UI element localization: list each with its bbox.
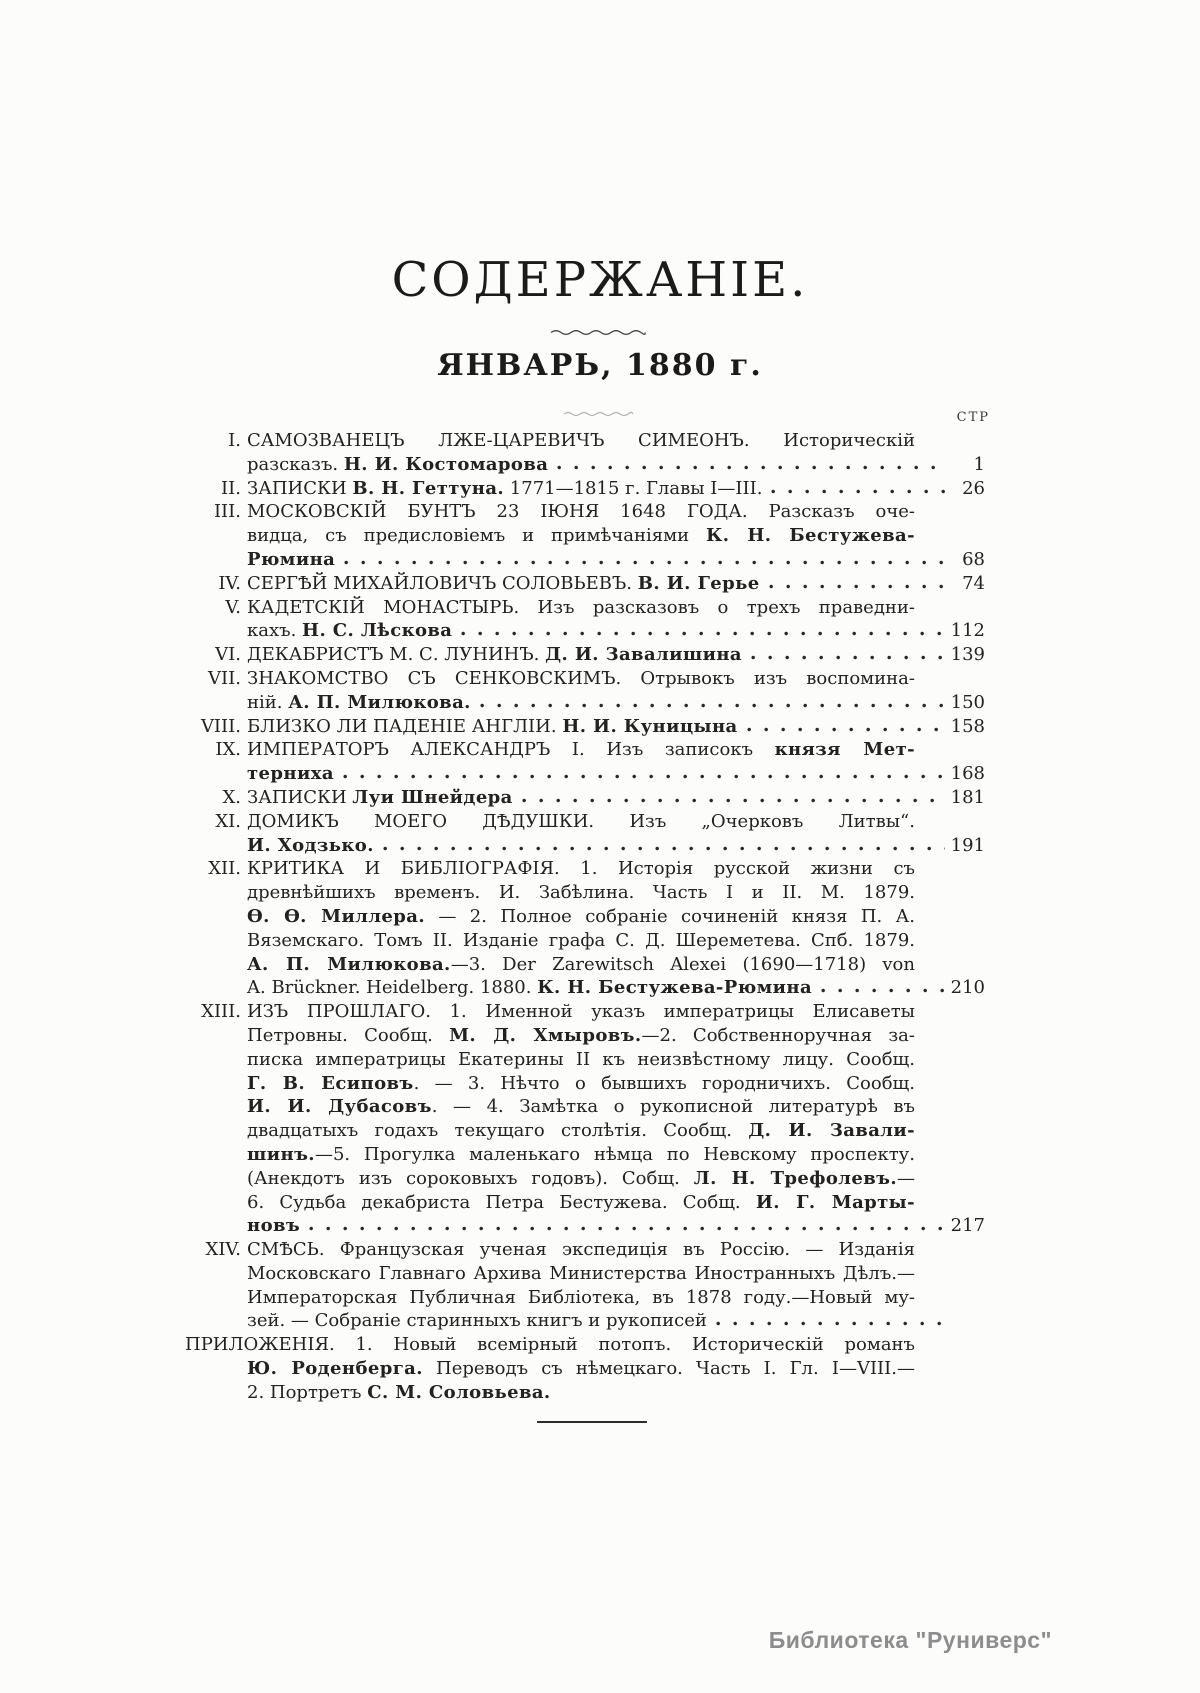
toc-entry-numeral: V.	[225, 596, 241, 618]
page-number: 158	[950, 715, 985, 737]
author-name: Рюмина	[247, 548, 336, 570]
author-name: князя Мет-	[774, 739, 915, 761]
author-name: А. П. Милюкова.	[288, 691, 471, 713]
dot-leader	[769, 584, 945, 589]
toc-entry-text	[247, 1309, 947, 1333]
toc-line	[185, 1333, 985, 1357]
author-name: С. М. Соловьева.	[367, 1381, 551, 1403]
author-name: А. П. Милюкова.	[247, 953, 451, 975]
entry-title-text: СЕРГѢЙ МИХАЙЛОВИЧЪ СОЛОВЬЕВЪ.	[247, 572, 638, 594]
entry-title-text: древнѣйшихъ временъ. И. Забѣлина. Часть I и II. М. 1879.	[247, 882, 915, 904]
toc-line	[185, 1191, 985, 1215]
toc-line	[185, 667, 985, 691]
entry-title-text: зей. — Собраніе старинныхъ книгъ и рукописей	[247, 1310, 707, 1332]
toc-line	[185, 1048, 985, 1072]
toc-line	[185, 905, 985, 929]
entry-title-text: Императорская Публичная Библіотека, въ 1878 году.—Новый му-	[247, 1286, 915, 1308]
toc-line	[185, 1214, 985, 1238]
entry-title-text: —	[897, 1167, 915, 1189]
entry-title-text: 2. Портретъ	[247, 1381, 368, 1403]
page-number: 150	[950, 691, 985, 713]
toc-entry-numeral: XI.	[215, 810, 241, 832]
entry-title-text: Вяземскаго. Томъ II. Изданіе графа С. Д. Шереметева. Спб. 1879.	[247, 929, 915, 951]
author-name: Ю. Роденберга.	[247, 1358, 423, 1380]
toc-entry-text	[247, 1238, 915, 1262]
author-name: Г. В. Есиповъ	[247, 1072, 414, 1094]
toc-line	[185, 738, 985, 762]
entry-title-text: ИМПЕРАТОРЪ АЛЕКСАНДРЪ I. Изъ записокъ	[247, 739, 775, 761]
toc-line	[185, 715, 985, 739]
toc-entry-text	[247, 1262, 915, 1286]
entry-title-text: СМѢСЬ. Французская ученая экспедиція въ Россію. — Изданія	[247, 1239, 915, 1261]
page-number: 1	[973, 453, 985, 475]
entry-title-text: видца, съ предисловіемъ и примѣчаніями	[247, 525, 707, 547]
toc-line	[185, 881, 985, 905]
dot-leader	[480, 703, 945, 708]
toc-line	[185, 834, 985, 858]
library-watermark: Библиотека "Руниверс"	[768, 1627, 1052, 1653]
page-number: 139	[950, 644, 985, 666]
toc-entry-numeral: II.	[221, 477, 241, 499]
dot-leader	[716, 1321, 945, 1326]
toc-line	[185, 429, 985, 453]
toc-entry-text	[247, 524, 915, 548]
toc-list	[185, 429, 985, 1405]
entry-title-text: ЗАПИСКИ	[247, 786, 353, 808]
toc-entry-text	[247, 500, 915, 524]
page-number: 191	[950, 834, 985, 856]
toc-line	[185, 1262, 985, 1286]
toc-entry-numeral: VII.	[208, 667, 241, 689]
entry-title-text: 1771—1815 г. Главы I—III.	[504, 477, 763, 499]
entry-title-text: . — 3. Нѣчто о бывшихъ городничихъ. Сообщ.	[413, 1072, 915, 1094]
toc-line	[185, 691, 985, 715]
dot-leader	[344, 560, 945, 565]
toc-entry-text	[247, 953, 915, 977]
toc-entry-text	[247, 1191, 915, 1215]
toc-line	[185, 786, 985, 810]
dot-leader	[821, 988, 945, 993]
page-number: 68	[962, 548, 985, 570]
toc-entry-text	[247, 1214, 947, 1238]
toc-entry-text	[247, 881, 915, 905]
author-name: Н. И. Костомарова	[343, 453, 549, 475]
entry-title-text: БЛИЗКО ЛИ ПАДЕНІЕ АНГЛІИ.	[247, 715, 563, 737]
toc-line	[185, 453, 985, 477]
toc-entry-text	[247, 453, 947, 477]
toc-line	[185, 1000, 985, 1024]
author-name: В. Н. Геттуна.	[352, 477, 505, 499]
toc-entry-text	[247, 905, 915, 929]
page-column-header: СТР	[956, 410, 990, 425]
entry-title-text: —3. Der Zarewitsch Alexei (1690—1718) von	[450, 953, 915, 975]
entry-title-text: МОСКОВСКІЙ БУНТЪ 23 ІЮНЯ 1648 ГОДА. Разсказъ оче-	[247, 501, 915, 523]
toc-entry-numeral: III.	[213, 501, 241, 523]
entry-title-text: двадцатыхъ годахъ текущаго столѣтія. Сообщ.	[247, 1120, 749, 1142]
toc-line	[185, 976, 985, 1000]
page-title: СОДЕРЖАНІЕ.	[391, 252, 809, 308]
toc-line	[185, 1143, 985, 1167]
toc-entry-numeral: X.	[222, 786, 241, 808]
author-name: Луи Шнейдера	[352, 786, 513, 808]
entry-title-text: КРИТИКА И БИБЛІОГРАФІЯ. 1. Исторія русской жизни съ	[247, 858, 915, 880]
author-name: В. И. Герье	[637, 572, 760, 594]
entry-title-text: ДЕКАБРИСТЪ М. С. ЛУНИНЪ.	[247, 644, 546, 666]
page-number: 217	[950, 1215, 985, 1237]
toc-line	[185, 619, 985, 643]
page-number: 26	[962, 477, 985, 499]
toc-entry-text	[247, 1095, 915, 1119]
entry-title-text: — 2. Полное собраніе сочиненій князя П. А.	[425, 905, 915, 927]
toc-entry-text	[247, 596, 915, 620]
toc-line	[185, 477, 985, 501]
toc-entry-text	[247, 857, 915, 881]
toc-line	[185, 1119, 985, 1143]
toc-entry-text	[247, 1024, 915, 1048]
toc-entry-numeral: XII.	[208, 858, 241, 880]
toc-entry-text	[247, 643, 947, 667]
toc-line	[185, 572, 985, 596]
issue-subtitle: ЯНВАРЬ, 1880 г.	[437, 348, 763, 383]
section-divider-rule	[537, 1421, 647, 1423]
dot-leader	[522, 798, 945, 803]
toc-entry-text	[247, 1381, 915, 1405]
author-name: новъ	[247, 1215, 301, 1237]
toc-line	[185, 953, 985, 977]
toc-entry-text	[247, 548, 947, 572]
dot-leader	[461, 631, 945, 636]
toc-line	[185, 1286, 985, 1310]
entry-title-text: 6. Судьба декабриста Петра Бестужева. Собщ.	[247, 1191, 756, 1213]
page-number: 74	[962, 572, 985, 594]
toc-entry-text	[247, 929, 915, 953]
author-name: Н. С. Лѣскова	[302, 620, 453, 642]
toc-entry-numeral: VIII.	[200, 715, 241, 737]
toc-line	[185, 500, 985, 524]
entry-title-text: кахъ.	[247, 620, 303, 642]
toc-entry-text	[247, 1286, 915, 1310]
toc-entry-text	[247, 572, 947, 596]
toc-line	[185, 1309, 985, 1333]
dot-leader	[557, 465, 945, 470]
toc-entry-text	[247, 619, 947, 643]
entry-title-text: ЗАПИСКИ	[247, 477, 353, 499]
toc-line	[185, 548, 985, 572]
entry-title-text: САМОЗВАНЕЦЪ ЛЖЕ-ЦАРЕВИЧЪ СИМЕОНЪ. Историческій	[247, 430, 915, 451]
author-name: И. Г. Марты-	[755, 1191, 915, 1213]
toc-entry-numeral: IV.	[218, 572, 241, 594]
author-name: И. И. Дубасовъ	[247, 1096, 432, 1118]
entry-title-text: ЗНАКОМСТВО СЪ СЕНКОВСКИМЪ. Отрывокъ изъ воспомина-	[247, 667, 915, 689]
author-name: Д. И. Завалишина	[545, 644, 742, 666]
dot-leader	[343, 774, 945, 779]
toc-line	[185, 1095, 985, 1119]
author-name: К. Н. Бестужева-	[706, 525, 915, 547]
toc-entry-numeral: VI.	[215, 644, 241, 666]
author-name: М. Д. Хмыровъ.	[449, 1024, 642, 1046]
entry-title-text: Переводъ съ нѣмецкаго. Часть I. Гл. I—VIII.—	[422, 1358, 915, 1380]
entry-title-text: писка императрицы Екатерины II къ неизвѣстному лицу. Сообщ.	[247, 1048, 915, 1070]
author-name: терниха	[247, 763, 334, 785]
toc-line	[185, 524, 985, 548]
entry-title-text: —2. Собственноручная за-	[641, 1024, 915, 1046]
entry-title-text: Петровны. Сообщ.	[247, 1024, 450, 1046]
author-name: Д. И. Завали-	[748, 1120, 915, 1142]
author-name: К. Н. Бестужева-Рюмина	[537, 977, 813, 999]
toc-line	[185, 1357, 985, 1381]
toc-line	[185, 643, 985, 667]
entry-title-text: разсказъ.	[247, 453, 344, 475]
toc-entry-text	[247, 1357, 915, 1381]
author-name: Н. И. Куницына	[562, 715, 738, 737]
dot-leader	[747, 727, 945, 732]
toc-entry-text	[247, 976, 947, 1000]
page-number: 210	[950, 977, 985, 999]
toc-entry-text	[247, 1072, 915, 1096]
toc-entry-text	[247, 1143, 915, 1167]
toc-line	[185, 596, 985, 620]
toc-entry-text	[247, 762, 947, 786]
toc-entry-text	[247, 738, 915, 762]
author-name: шинъ.	[247, 1143, 315, 1165]
toc-entry-text	[247, 1000, 915, 1024]
toc-entry-text	[247, 1048, 915, 1072]
toc-entry-text	[247, 1119, 915, 1143]
toc-entry-text	[247, 477, 947, 501]
toc-line	[185, 1024, 985, 1048]
dot-leader	[751, 655, 945, 660]
toc-entry-text	[247, 810, 915, 834]
author-name: Ѳ. Ѳ. Миллера.	[247, 905, 426, 927]
toc-line	[185, 762, 985, 786]
toc-entry-text	[247, 786, 947, 810]
toc-line	[185, 1072, 985, 1096]
toc-entry-text	[247, 691, 947, 715]
squiggle-divider-icon	[550, 322, 646, 341]
toc-line	[185, 1167, 985, 1191]
entry-title-text: ПРИЛОЖЕНІЯ. 1. Новый всемірный потопъ. Историческій романъ	[185, 1334, 915, 1356]
toc-entry-text	[247, 429, 915, 453]
author-name: И. Ходзько.	[247, 834, 374, 856]
page-number: 168	[950, 763, 985, 785]
toc-entry-text	[247, 1167, 915, 1191]
entry-title-text: —5. Прогулка маленькаго нѣмца по Невскому проспекту.	[314, 1143, 915, 1165]
toc-entry-text	[247, 834, 947, 858]
entry-title-text: . — 4. Замѣтка о рукописной литературѣ въ	[431, 1096, 915, 1118]
entry-title-text: ній.	[247, 691, 289, 713]
page-number: 181	[950, 786, 985, 808]
dot-leader	[309, 1226, 945, 1231]
entry-title-text: Московскаго Главнаго Архива Министерства Иностранныхъ Дѣлъ.—	[247, 1262, 915, 1284]
toc-line	[185, 929, 985, 953]
toc-entry-numeral: XIV.	[205, 1239, 241, 1261]
entry-title-text: КАДЕТСКІЙ МОНАСТЫРЬ. Изъ разсказовъ о трехъ праведни-	[247, 596, 915, 618]
dot-leader	[771, 489, 945, 494]
dot-leader	[383, 846, 945, 851]
entry-title-text: (Анекдотъ изъ сороковыхъ годовъ). Собщ.	[247, 1167, 694, 1189]
toc-line	[185, 1381, 985, 1405]
toc-entry-text	[185, 1333, 915, 1357]
toc-entry-numeral: IX.	[215, 739, 241, 761]
toc-line	[185, 810, 985, 834]
entry-title-text: ДОМИКЪ МОЕГО ДѢДУШКИ. Изъ „Очерковъ Литвы“.	[247, 810, 915, 832]
entry-title-text: A. Brückner. Heidelberg. 1880.	[247, 977, 538, 999]
toc-entry-text	[247, 667, 915, 691]
toc-entry-text	[247, 715, 947, 739]
small-squiggle-divider-icon	[563, 403, 635, 422]
page-number: 112	[950, 620, 985, 642]
toc-entry-numeral: I.	[228, 430, 241, 451]
toc-line	[185, 857, 985, 881]
toc-line	[185, 1238, 985, 1262]
author-name: Л. Н. Трефолевъ.	[693, 1167, 897, 1189]
toc-entry-numeral: XIII.	[201, 1001, 241, 1023]
entry-title-text: ИЗЪ ПРОШЛАГО. 1. Именной указъ императрицы Елисаветы	[247, 1001, 915, 1023]
